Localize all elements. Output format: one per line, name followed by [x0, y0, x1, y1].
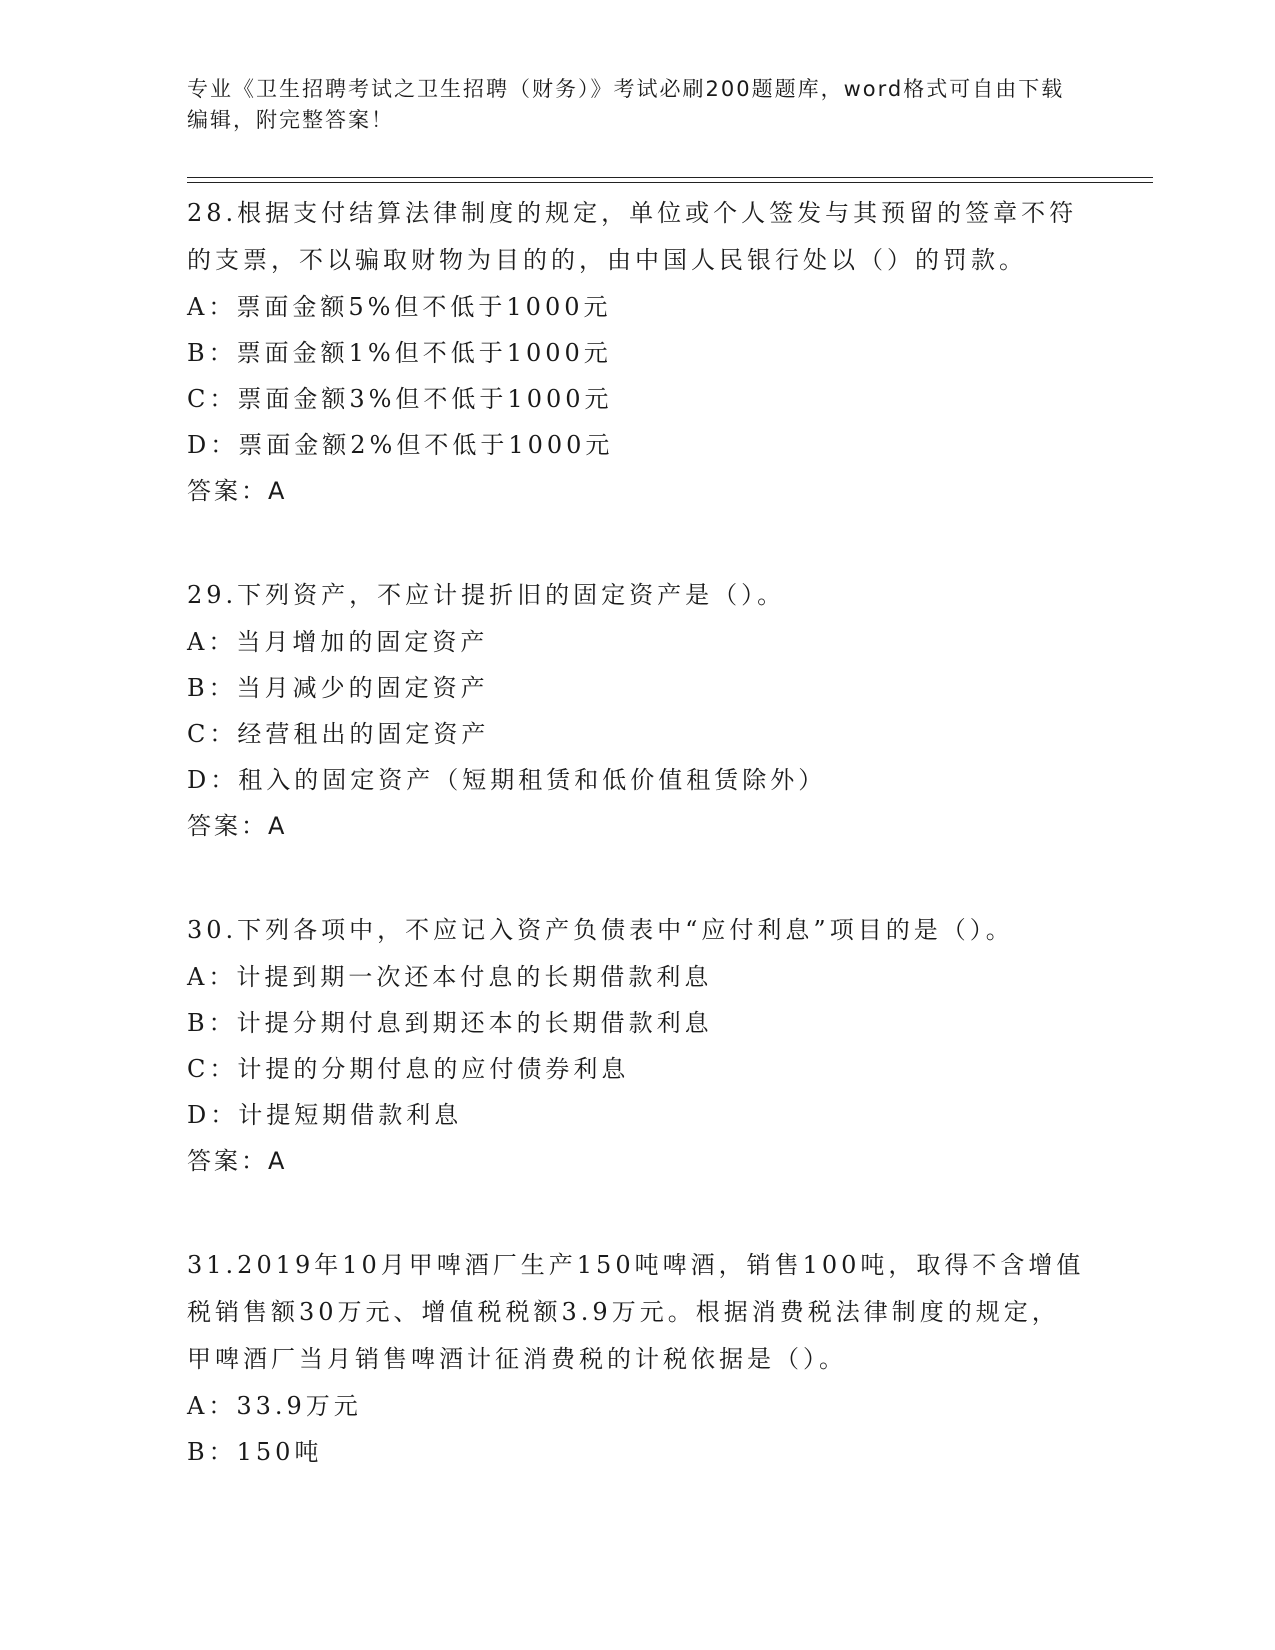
document-header: 专业《卫生招聘考试之卫生招聘（财务）》考试必刷200题题库，word格式可自由下载编辑，附完整答案！ — [187, 77, 1065, 132]
question-stem: 30.下列各项中，不应记入资产负债表中“应付利息”项目的是（）。 — [187, 916, 1014, 944]
answer: 答案：A — [187, 812, 288, 840]
question-28 — [187, 190, 1087, 514]
option-a: A：当月增加的固定资产 — [187, 628, 489, 656]
option-a: A：33.9万元 — [187, 1392, 362, 1420]
option-d: D：计提短期借款利息 — [187, 1101, 463, 1129]
question-stem: 28.根据支付结算法律制度的规定，单位或个人签发与其预留的签章不符的支票，不以骗取财物为目的的，由中国人民银行处以（）的罚款。 — [187, 199, 1078, 274]
question-30 — [187, 907, 1087, 1184]
option-a: A：计提到期一次还本付息的长期借款利息 — [187, 963, 713, 991]
option-b: B：计提分期付息到期还本的长期借款利息 — [187, 1009, 713, 1037]
header-rule-bottom — [187, 182, 1153, 183]
question-list — [187, 190, 1087, 1533]
question-stem: 31.2019年10月甲啤酒厂生产150吨啤酒，销售100吨，取得不含增值税销售额30万元、增值税税额3.9万元。根据消费税法律制度的规定，甲啤酒厂当月销售啤酒计征消费税的计税依据是（）。 — [187, 1251, 1085, 1373]
question-29 — [187, 572, 1087, 849]
option-c: C：计提的分期付息的应付债券利息 — [187, 1055, 630, 1083]
option-b: B：150吨 — [187, 1438, 323, 1466]
option-d: D：票面金额2%但不低于1000元 — [187, 431, 614, 459]
answer: 答案：A — [187, 477, 288, 505]
option-a: A：票面金额5%但不低于1000元 — [187, 293, 612, 321]
question-31 — [187, 1242, 1087, 1475]
option-b: B：当月减少的固定资产 — [187, 674, 489, 702]
header-rule-top — [187, 177, 1153, 178]
option-c: C：经营租出的固定资产 — [187, 720, 490, 748]
question-stem: 29.下列资产，不应计提折旧的固定资产是（）。 — [187, 581, 786, 609]
option-b: B：票面金额1%但不低于1000元 — [187, 339, 612, 367]
option-c: C：票面金额3%但不低于1000元 — [187, 385, 613, 413]
option-d: D：租入的固定资产（短期租赁和低价值租赁除外） — [187, 766, 827, 794]
answer: 答案：A — [187, 1147, 288, 1175]
